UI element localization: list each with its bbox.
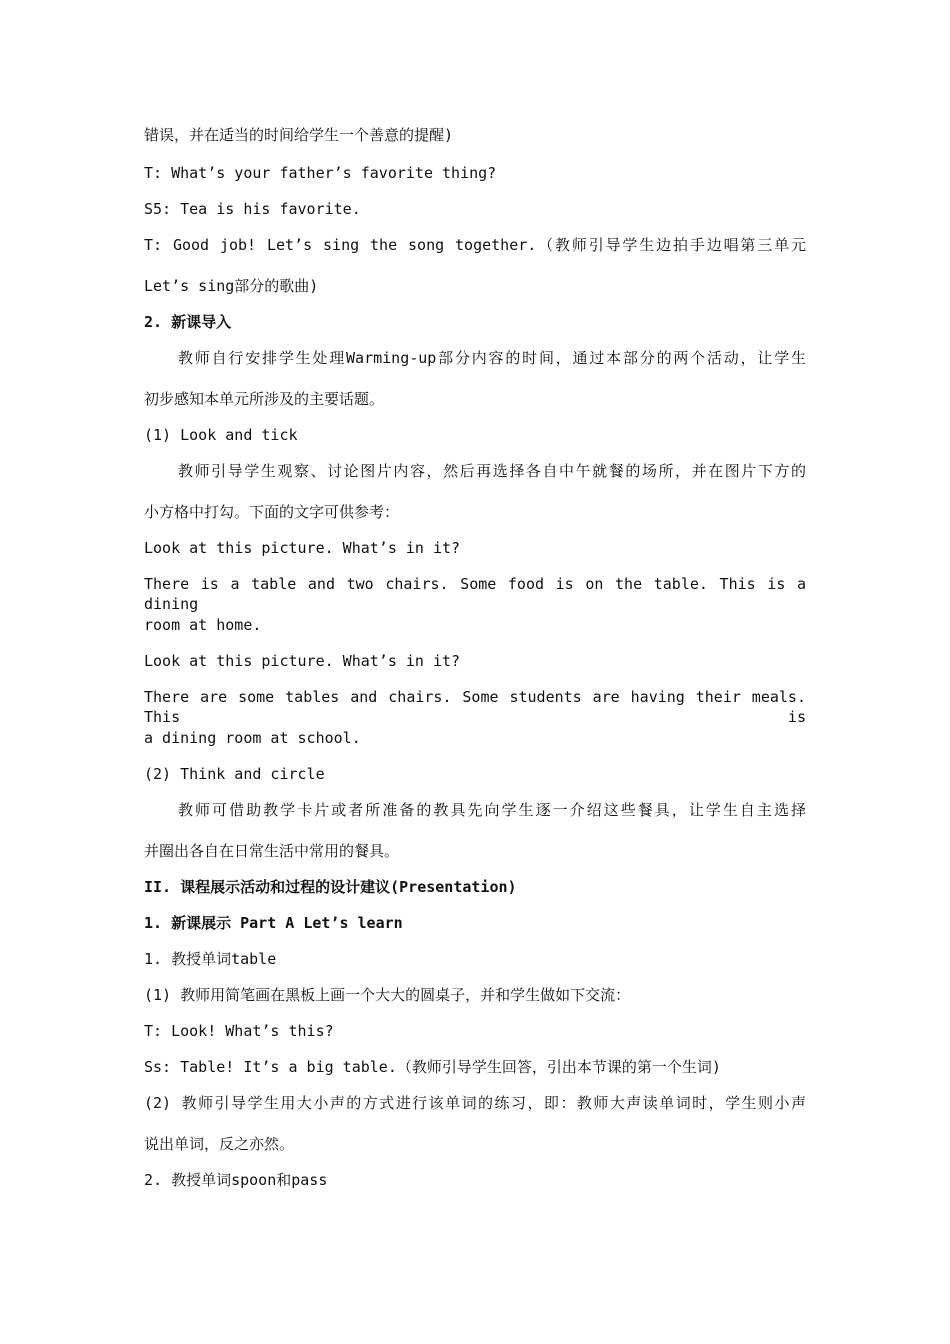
subheading: (1) Look and tick xyxy=(144,426,298,444)
paragraph-line: 教师可借助教学卡片或者所准备的教具先向学生逐一介绍这些餐具，让学生自主选择 xyxy=(178,801,806,819)
text-line: S5: Tea is his favorite. xyxy=(144,200,361,218)
text-line: T: Look! What’s this? xyxy=(144,1022,334,1040)
subheading: 2. 教授单词spoon和pass xyxy=(144,1171,328,1189)
text-line: a dining room at school. xyxy=(144,729,361,747)
section-heading: II. 课程展示活动和过程的设计建议(Presentation) xyxy=(144,878,517,896)
paragraph-line: 教师自行安排学生处理Warming-up部分内容的时间，通过本部分的两个活动，让学生 xyxy=(178,349,806,367)
text-line: T: What’s your father’s favorite thing? xyxy=(144,164,497,182)
text-line: (2) 教师引导学生用大小声的方式进行该单词的练习，即：教师大声读单词时，学生则小声 xyxy=(144,1094,806,1112)
text-line: Look at this picture. What’s in it? xyxy=(144,539,461,557)
text-line: Let’s sing部分的歌曲) xyxy=(144,277,319,295)
paragraph-line: 教师引导学生观察、讨论图片内容，然后再选择各自中午就餐的场所，并在图片下方的 xyxy=(178,462,806,480)
text-line: Look at this picture. What’s in it? xyxy=(144,652,461,670)
text-line: There are some tables and chairs. Some students are having their meals. This is xyxy=(144,688,806,726)
text-line: (1) 教师用简笔画在黑板上画一个大大的圆桌子，并和学生做如下交流： xyxy=(144,986,631,1004)
paragraph-line: 小方格中打勾。下面的文字可供参考： xyxy=(144,503,400,521)
text-line: 说出单词，反之亦然。 xyxy=(144,1135,295,1153)
subheading: 1. 教授单词table xyxy=(144,950,277,968)
text-line: There is a table and two chairs. Some food is on the table. This is a dining xyxy=(144,575,806,613)
text-line: T: Good job! Let’s sing the song together.（教师引导学生边拍手边唱第三单元 xyxy=(144,236,806,254)
text-line: Ss: Table! It’s a big table.（教师引导学生回答，引出本节课的第一个生词) xyxy=(144,1058,721,1076)
text-line: room at home. xyxy=(144,616,262,634)
paragraph-line: 初步感知本单元所涉及的主要话题。 xyxy=(144,390,385,408)
section-heading: 2. 新课导入 xyxy=(144,313,232,331)
text-line: 错误，并在适当的时间给学生一个善意的提醒) xyxy=(144,126,454,144)
section-heading: 1. 新课展示 Part A Let’s learn xyxy=(144,914,403,932)
subheading: (2) Think and circle xyxy=(144,765,325,783)
paragraph-line: 并圈出各自在日常生活中常用的餐具。 xyxy=(144,842,400,860)
